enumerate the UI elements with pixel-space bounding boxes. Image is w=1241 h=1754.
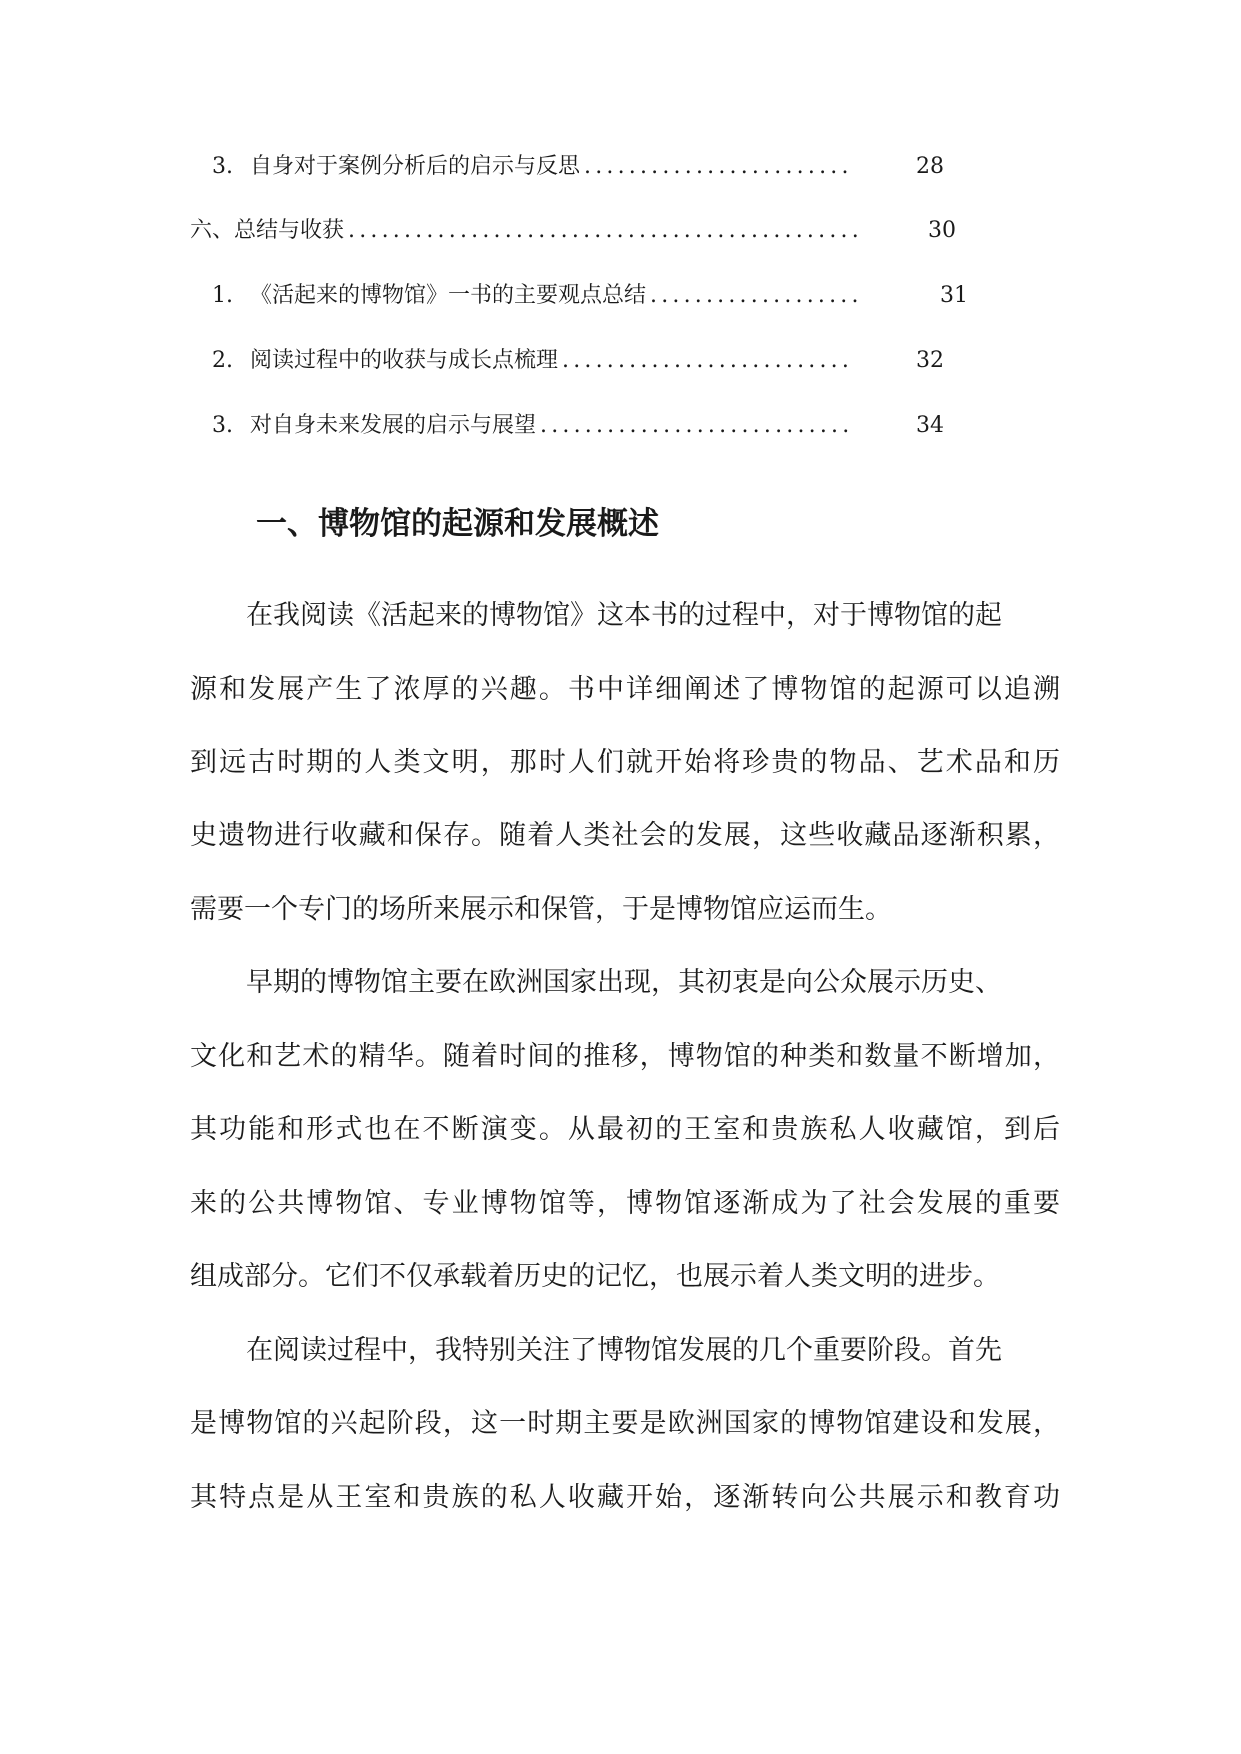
toc-entry-page: 34 — [916, 413, 944, 438]
toc-entry-page: 28 — [916, 154, 944, 179]
toc-entry-page: 31 — [940, 283, 968, 308]
toc-entry-title: 阅读过程中的收获与成长点梳理 — [250, 348, 559, 373]
toc-entry[interactable] — [212, 279, 968, 313]
toc-entry-page: 32 — [916, 348, 944, 373]
toc-entry-number: 1. — [212, 283, 233, 308]
toc-entry-title: 自身对于案例分析后的启示与反思 — [250, 154, 581, 179]
toc-entry-number: 2. — [212, 348, 233, 373]
paragraph-line: 早期的博物馆主要在欧洲国家出现，其初衷是向公众展示历史、 — [246, 967, 1002, 998]
paragraph-line: 是博物馆的兴起阶段，这一时期主要是欧洲国家的博物馆建设和发展， — [190, 1408, 1060, 1439]
toc-leader-dots: ............................ — [540, 413, 854, 438]
paragraph-line: 需要一个专门的场所来展示和保管，于是博物馆应运而生。 — [190, 894, 892, 925]
toc-entry-title: 六、总结与收获 — [190, 218, 345, 243]
paragraph-line: 史遗物进行收藏和保存。随着人类社会的发展，这些收藏品逐渐积累， — [190, 820, 1060, 851]
paragraph-line: 在阅读过程中，我特别关注了博物馆发展的几个重要阶段。首先 — [246, 1335, 1002, 1366]
toc-entry-number: 3. — [212, 154, 233, 179]
paragraph-line: 组成部分。它们不仅承载着历史的记忆，也展示着人类文明的进步。 — [190, 1261, 1000, 1292]
paragraph-line: 其特点是从王室和贵族的私人收藏开始，逐渐转向公共展示和教育功 — [190, 1482, 1060, 1513]
paragraph-line: 来的公共博物馆、专业博物馆等，博物馆逐渐成为了社会发展的重要 — [190, 1188, 1060, 1219]
toc-entry-number: 3. — [212, 413, 233, 438]
toc-entry[interactable] — [190, 214, 956, 248]
toc-entry[interactable] — [212, 344, 944, 378]
toc-leader-dots: .............................................. — [348, 218, 863, 243]
toc-leader-dots: .......................... — [562, 348, 854, 373]
toc-leader-dots: ................... — [650, 283, 863, 308]
paragraph-line: 在我阅读《活起来的博物馆》这本书的过程中，对于博物馆的起 — [246, 600, 1002, 631]
toc-entry-page: 30 — [928, 218, 956, 243]
toc-entry[interactable] — [212, 409, 944, 443]
toc-entry-title: 《活起来的博物馆》一书的主要观点总结 — [250, 283, 647, 308]
toc-entry[interactable] — [212, 150, 944, 184]
toc-entry-title: 对自身未来发展的启示与展望 — [250, 413, 537, 438]
section-heading: 一、博物馆的起源和发展概述 — [256, 506, 659, 542]
paragraph-line: 源和发展产生了浓厚的兴趣。书中详细阐述了博物馆的起源可以追溯 — [190, 674, 1060, 705]
paragraph-line: 文化和艺术的精华。随着时间的推移，博物馆的种类和数量不断增加， — [190, 1041, 1060, 1072]
paragraph-line: 其功能和形式也在不断演变。从最初的王室和贵族私人收藏馆，到后 — [190, 1114, 1060, 1145]
paragraph-line: 到远古时期的人类文明，那时人们就开始将珍贵的物品、艺术品和历 — [190, 747, 1060, 778]
toc-leader-dots: ........................ — [584, 154, 853, 179]
